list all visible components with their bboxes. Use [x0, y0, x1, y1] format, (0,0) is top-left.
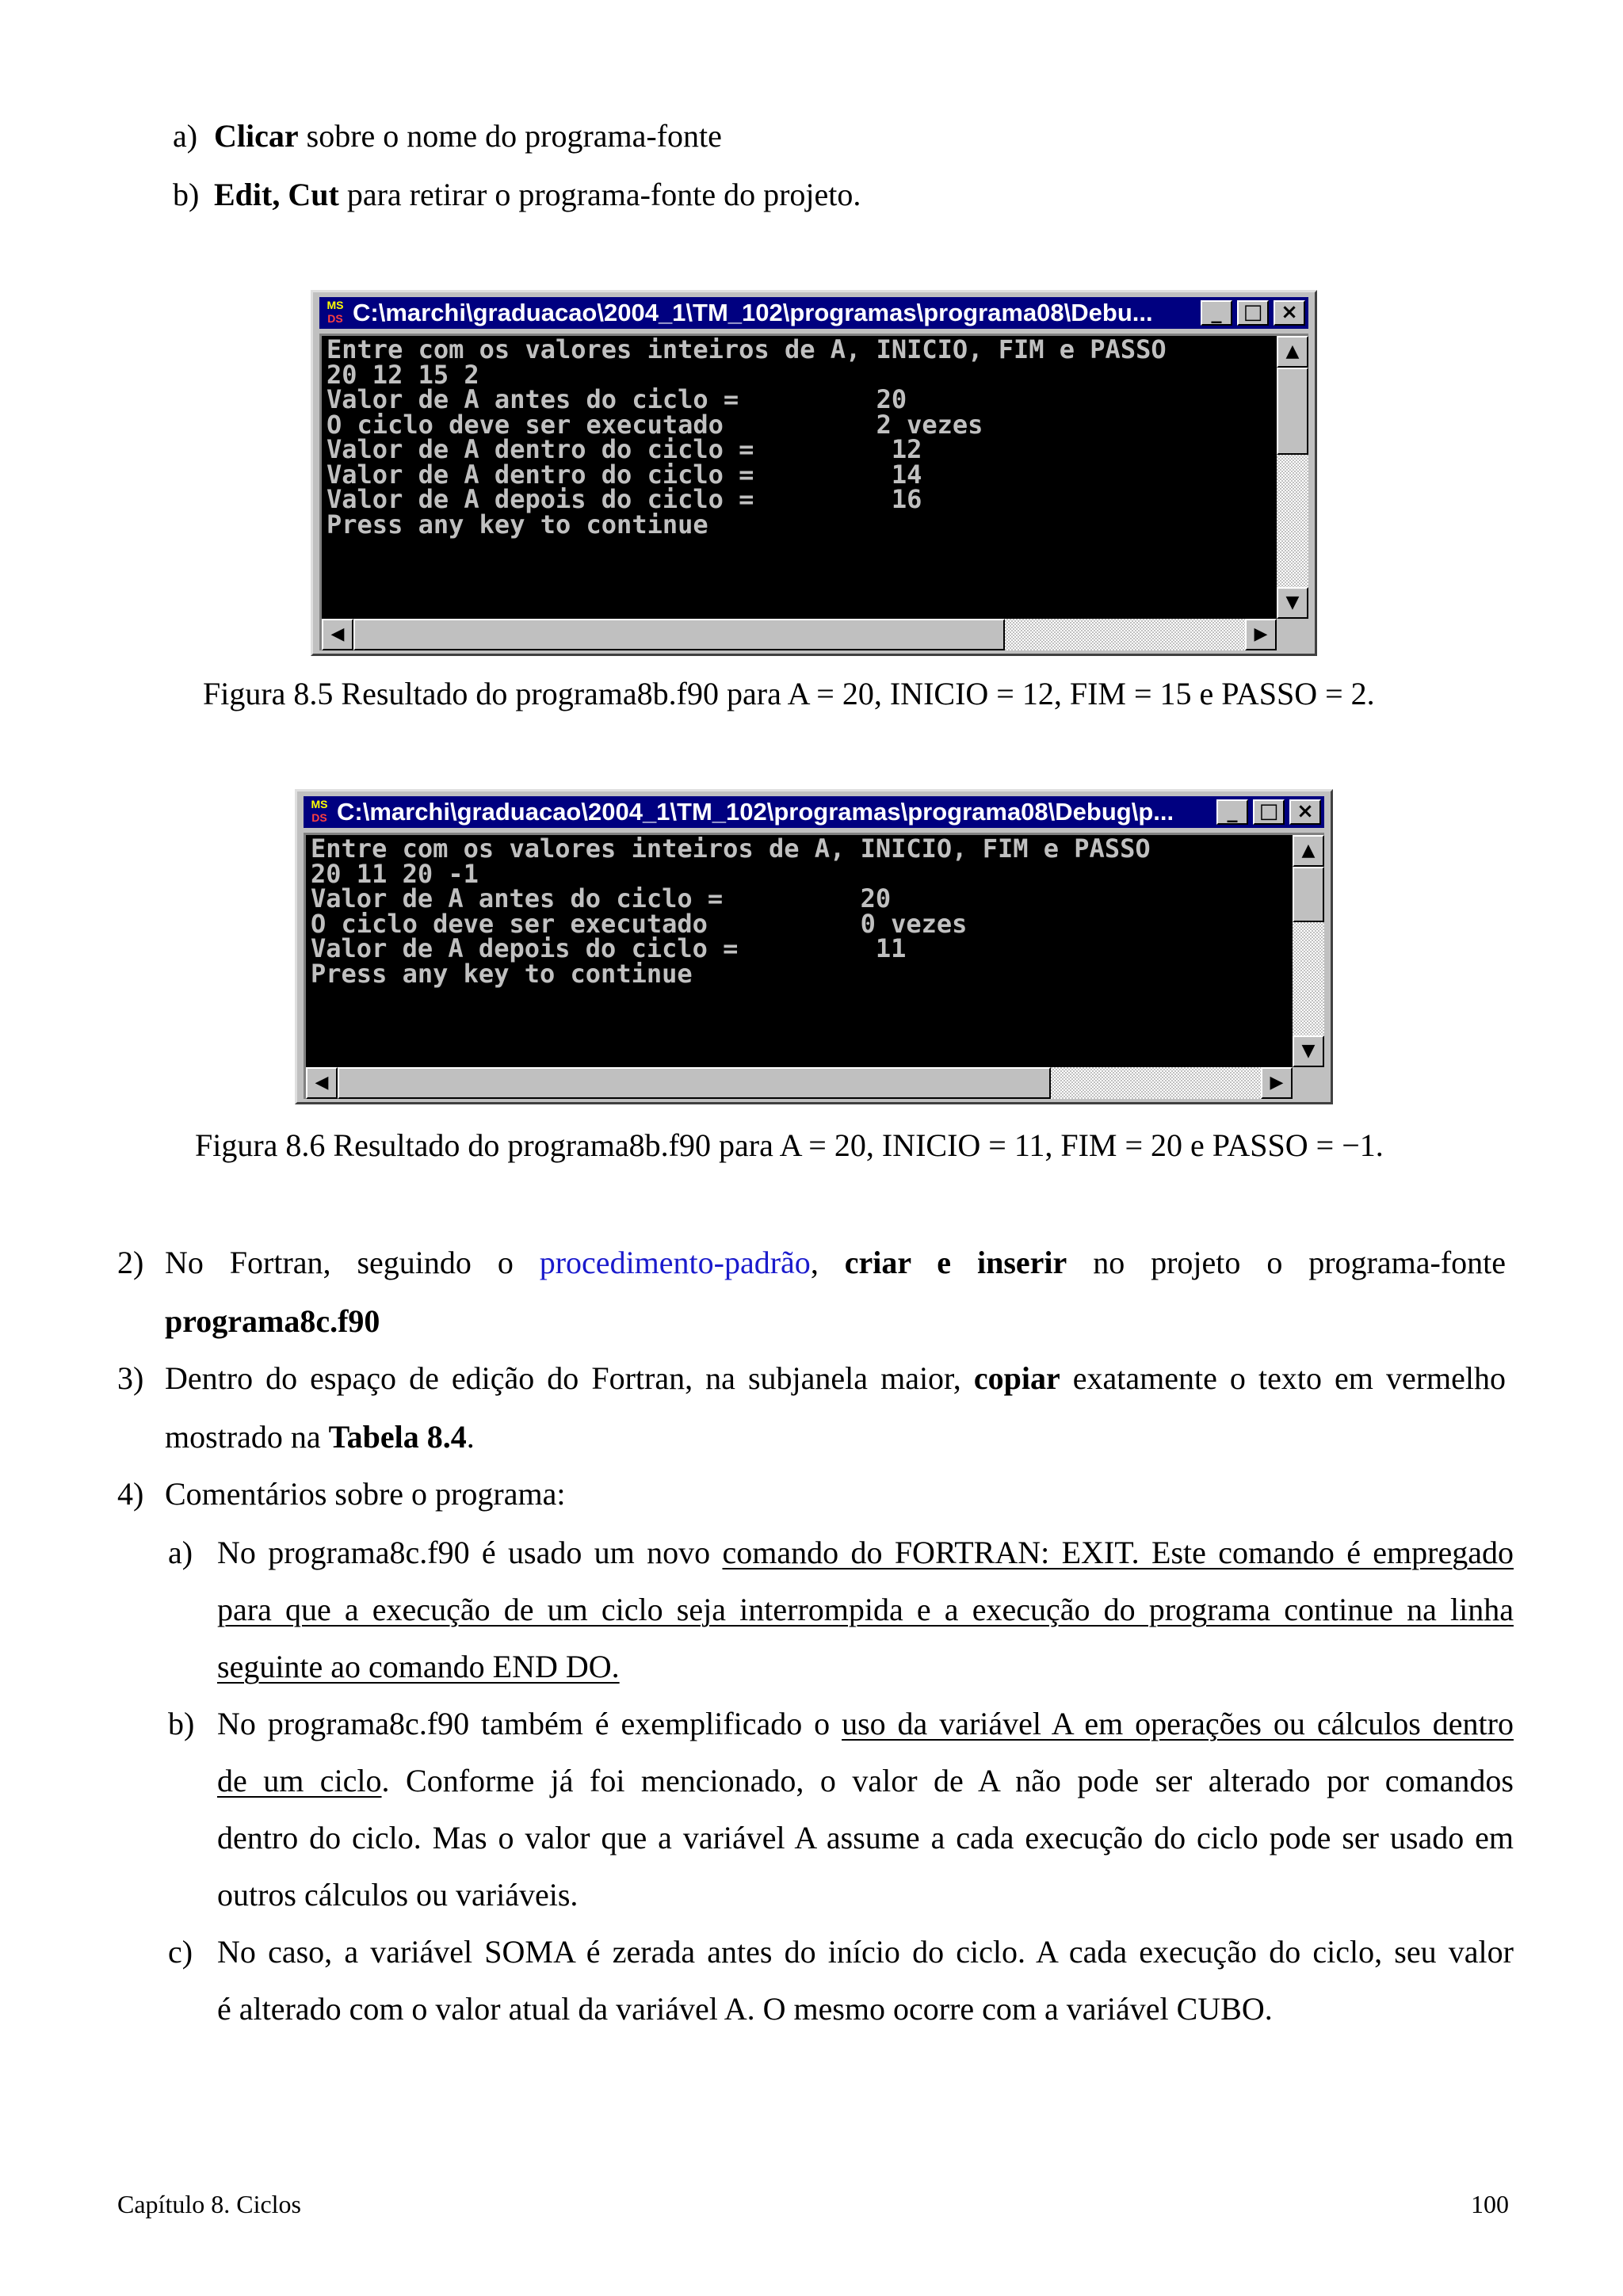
scroll-up-arrow-icon[interactable]: ▲: [1293, 835, 1324, 867]
intro-b-text: para retirar o programa-fonte do projeto.: [338, 177, 861, 212]
resize-grip-icon[interactable]: [1277, 619, 1308, 650]
console-area: [304, 833, 1324, 1099]
scroll-right-arrow-icon[interactable]: ▶: [1245, 619, 1277, 650]
minimize-button[interactable]: _: [1201, 300, 1232, 326]
horizontal-scrollbar[interactable]: [306, 1067, 1293, 1099]
console-window-2: [295, 789, 1333, 1104]
intro-b-bold: Edit, Cut: [214, 177, 339, 212]
vertical-scroll-thumb[interactable]: [1277, 368, 1308, 455]
item-a-label: a): [173, 118, 198, 154]
maximize-button[interactable]: □: [1253, 799, 1285, 825]
maximize-button[interactable]: □: [1237, 300, 1269, 326]
horizontal-scroll-thumb[interactable]: [338, 1067, 1051, 1099]
msdos-icon: MS DS: [327, 299, 344, 325]
footer-chapter: Capítulo 8. Ciclos: [117, 2190, 301, 2218]
step-3-line-2: mostrado na Tabela 8.4.: [165, 1419, 475, 1455]
comment-a-line-2: para que a execução de um ciclo seja interrompida e a execução do programa continue na linha: [217, 1592, 1514, 1627]
scroll-down-arrow-icon[interactable]: ▼: [1293, 1035, 1324, 1067]
scroll-right-arrow-icon[interactable]: ▶: [1261, 1067, 1293, 1099]
scroll-up-arrow-icon[interactable]: ▲: [1277, 336, 1308, 368]
step-2-number: 2): [117, 1245, 144, 1280]
comment-a-line-1: No programa8c.f90 é usado um novo comando do FORTRAN: EXIT. Este comando é empregado: [217, 1535, 1514, 1570]
scroll-down-arrow-icon[interactable]: ▼: [1277, 587, 1308, 619]
comment-c-label: c): [168, 1934, 193, 1970]
horizontal-scroll-thumb[interactable]: [353, 619, 1005, 650]
comment-c-line-1: No caso, a variável SOMA é zerada antes do início do ciclo. A cada execução do ciclo, seu valor: [217, 1934, 1514, 1970]
comment-a-line-3: seguinte ao comando END DO.: [217, 1649, 620, 1684]
close-button[interactable]: ×: [1274, 300, 1305, 326]
vertical-scrollbar[interactable]: [1277, 336, 1308, 619]
vertical-scroll-thumb[interactable]: [1293, 867, 1324, 922]
comment-b-line-4: outros cálculos ou variáveis.: [217, 1877, 579, 1913]
page-number: 100: [1471, 2190, 1509, 2218]
scroll-left-arrow-icon[interactable]: ◀: [306, 1067, 338, 1099]
vertical-scrollbar[interactable]: [1293, 835, 1324, 1067]
figure-caption-1: Figura 8.5 Resultado do programa8b.f90 para A = 20, INICIO = 12, FIM = 15 e PASSO = 2.: [203, 676, 1375, 711]
title-bar: [304, 796, 1324, 828]
resize-grip-icon[interactable]: [1293, 1067, 1324, 1099]
step-2-line-2: programa8c.f90: [165, 1303, 380, 1339]
comment-b-label: b): [168, 1706, 195, 1741]
console-output: Entre com os valores inteiros de A, INICIO, FIM e PASSO 20 12 15 2 Valor de A antes do ciclo = 20 O ciclo deve ser executado 2 vezes Valor de A dentro do ciclo = 12 Valor de A dentro do ciclo = 14 Valor de A depois do ciclo = 16 Press any key to continue: [327, 334, 1167, 540]
window-title: C:\marchi\graduacao\2004_1\TM_102\programas\programa08\Debu...: [353, 299, 1153, 326]
procedure-link[interactable]: procedimento-padrão: [539, 1245, 811, 1280]
console-area: [319, 334, 1308, 650]
minimize-button[interactable]: _: [1216, 799, 1248, 825]
comment-b-line-3: dentro do ciclo. Mas o valor que a variável A assume a cada execução do ciclo pode ser usado em: [217, 1820, 1514, 1855]
item-b-label: b): [173, 177, 200, 212]
console-output: Entre com os valores inteiros de A, INICIO, FIM e PASSO 20 11 20 -1 Valor de A antes do ciclo = 20 O ciclo deve ser executado 0 vezes Valor de A depois do ciclo = 11 Press any key to continue: [311, 833, 1151, 989]
step-3-line-1: Dentro do espaço de edição do Fortran, na subjanela maior, copiar exatamente o texto em vermelho: [165, 1360, 1507, 1396]
comment-a-label: a): [168, 1535, 193, 1570]
step-4-text: Comentários sobre o programa:: [165, 1476, 566, 1512]
comment-b-line-1: No programa8c.f90 também é exemplificado o uso da variável A em operações ou cálculos dentro: [217, 1706, 1514, 1741]
step-3-number: 3): [117, 1360, 144, 1396]
msdos-icon: MS DS: [311, 798, 328, 824]
intro-a-bold: Clicar: [214, 118, 299, 154]
comment-c-line-2: é alterado com o valor atual da variável A. O mesmo ocorre com a variável CUBO.: [217, 1991, 1273, 2027]
intro-item-b: [214, 176, 861, 214]
intro-a-text: sobre o nome do programa-fonte: [298, 118, 722, 154]
console-window-1: [311, 290, 1317, 656]
intro-item-a: [214, 117, 722, 155]
horizontal-scrollbar[interactable]: [322, 619, 1277, 650]
step-4-number: 4): [117, 1476, 144, 1512]
step-2-line-1: No Fortran, seguindo o procedimento-padrão, criar e inserir no projeto o programa-fonte: [165, 1245, 1507, 1280]
window-title: C:\marchi\graduacao\2004_1\TM_102\programas\programa08\Debug\p...: [337, 798, 1174, 826]
comment-b-line-2: de um ciclo. Conforme já foi mencionado, o valor de A não pode ser alterado por comandos: [217, 1763, 1514, 1798]
figure-caption-2: Figura 8.6 Resultado do programa8b.f90 para A = 20, INICIO = 11, FIM = 20 e PASSO = −1.: [195, 1127, 1384, 1163]
title-bar: [319, 297, 1308, 329]
scroll-left-arrow-icon[interactable]: ◀: [322, 619, 353, 650]
close-button[interactable]: ×: [1289, 799, 1321, 825]
